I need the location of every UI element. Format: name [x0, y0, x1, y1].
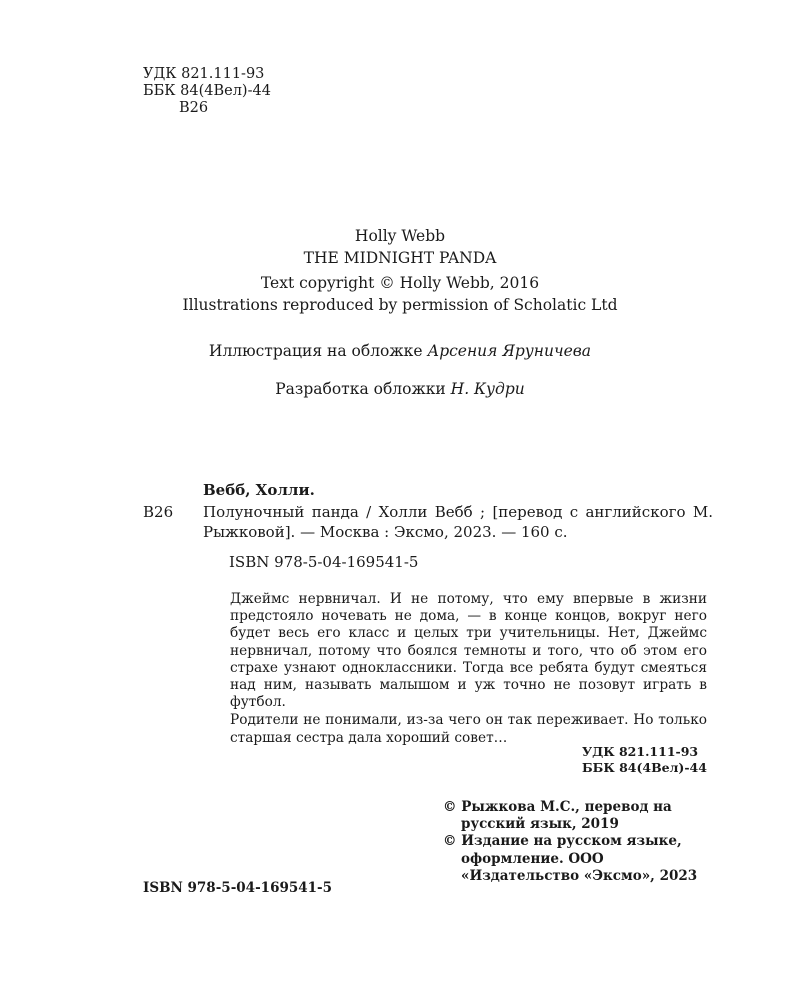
catalog-isbn: ISBN 978-5-04-169541-5 — [229, 553, 419, 571]
original-info — [0, 225, 800, 269]
catalog-description: Полуночный панда / Холли Вебб ; [перевод с английского М. Рыжковой]. — Москва : Эксмо, 2023. — 160 с. — [203, 503, 713, 541]
catalog-heading: Вебб, Холли. — [203, 481, 315, 499]
original-title: THE MIDNIGHT PANDA — [303, 249, 497, 267]
catalog-entry — [143, 480, 713, 572]
copyright-block — [443, 799, 713, 885]
annotation-bbk: ББК 84(4Вел)-44 — [582, 760, 707, 775]
cover-design-credit — [0, 378, 800, 400]
text-copyright: Text copyright © Holly Webb, 2016 — [260, 274, 540, 292]
cover-illustration-label: Иллюстрация на обложке — [208, 342, 423, 360]
bottom-isbn: ISBN 978-5-04-169541-5 — [143, 880, 333, 896]
original-copyright-block — [0, 272, 800, 316]
annotation-paragraph-1: Джеймс нервничал. И не потому, что ему впервые в жизни предстояло ночевать не дома, — в конце концов, вокруг него будет весь его класс и целых три учительницы. Нет, Джеймс нервничал, потому что боялся темноты и того, что об этом его страхе узнают одноклассники. Тогда все ребята будут смеяться над ним, называть малышом и уж точно не позовут играть в футбол. — [230, 591, 707, 711]
illustrations-permission: Illustrations reproduced by permission of Scholatic Ltd — [182, 296, 618, 314]
annotation-codes — [582, 744, 707, 776]
annotation-udk: УДК 821.111-93 — [582, 744, 699, 759]
classification-codes — [143, 66, 271, 117]
bbk-code: ББК 84(4Вел)-44 — [143, 83, 271, 99]
annotation-paragraph-2: Родители не понимали, из-за чего он так переживает. Но только старшая сестра дала хороший совет… — [230, 712, 707, 746]
cover-illustration-credit — [0, 340, 800, 362]
udk-code: УДК 821.111-93 — [143, 66, 265, 82]
edition-copyright: © Издание на русском языке, оформление. ООО «Издательство «Эксмо», 2023 — [443, 833, 698, 884]
cover-design-label: Разработка обложки — [275, 380, 446, 398]
catalog-mark: В26 — [143, 503, 174, 521]
author-mark: В26 — [179, 100, 209, 116]
cover-illustration-name: Арсения Яруничева — [427, 342, 592, 360]
translation-copyright: © Рыжкова М.С., перевод на русский язык, 2019 — [443, 799, 672, 833]
original-author: Holly Webb — [354, 227, 446, 245]
cover-design-name: Н. Кудри — [450, 380, 525, 398]
annotation — [230, 591, 707, 747]
